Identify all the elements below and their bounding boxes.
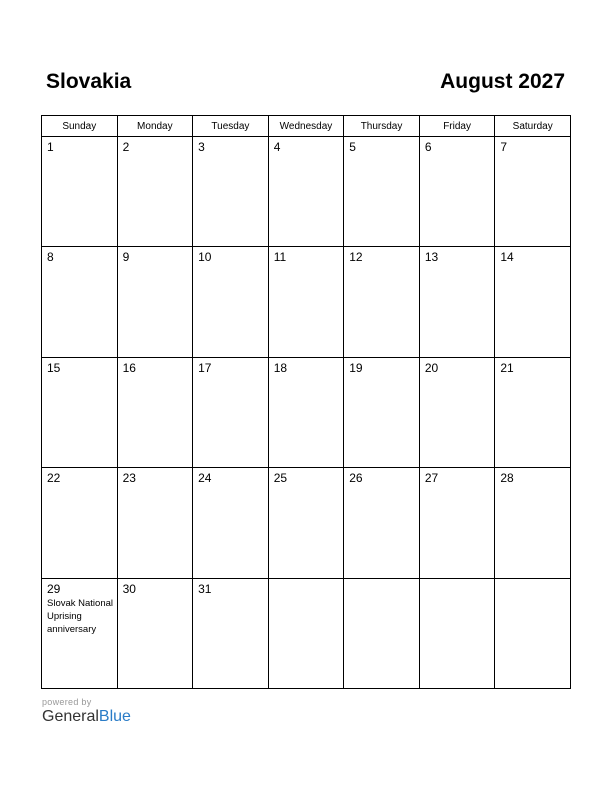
day-cell [117, 247, 193, 357]
day-cell [193, 137, 269, 247]
weekday-tuesday: Tuesday [193, 116, 269, 137]
day-cell [193, 247, 269, 357]
day-cell [193, 468, 269, 578]
day-number: 4 [273, 140, 281, 154]
day-number: 18 [273, 360, 288, 375]
day-cell [419, 247, 495, 357]
day-number: 13 [424, 250, 439, 265]
day-cell [193, 357, 269, 467]
week-row [42, 357, 571, 467]
day-number: 9 [122, 250, 130, 265]
day-number: 1 [47, 140, 54, 154]
weekday-header-row [42, 116, 571, 137]
day-cell [268, 247, 344, 357]
day-cell [495, 468, 571, 578]
weekday-monday: Monday [117, 116, 193, 137]
day-cell [42, 357, 118, 467]
day-cell [344, 468, 420, 578]
day-number: 24 [198, 471, 212, 486]
country-title: Slovakia [46, 70, 132, 93]
day-number: 8 [47, 250, 54, 265]
calendar-grid [41, 115, 571, 689]
week-row [42, 137, 571, 247]
day-cell [419, 357, 495, 467]
day-number: 3 [198, 140, 205, 154]
day-number: 22 [47, 471, 61, 486]
day-cell [117, 357, 193, 467]
day-cell [268, 357, 344, 467]
day-number: 19 [349, 360, 363, 375]
day-number: 2 [122, 140, 130, 154]
week-row [42, 247, 571, 357]
day-cell [344, 137, 420, 247]
day-number: 25 [273, 471, 288, 486]
generalblue-logo[interactable] [42, 708, 131, 726]
day-number: 27 [424, 471, 439, 486]
weekday-thursday: Thursday [344, 116, 420, 137]
day-cell [117, 468, 193, 578]
weekday-friday: Friday [419, 116, 495, 137]
day-cell [495, 357, 571, 467]
day-cell [42, 137, 118, 247]
empty-day-cell [268, 578, 344, 688]
day-cell [268, 137, 344, 247]
empty-day-cell [344, 578, 420, 688]
day-number: 23 [122, 471, 136, 486]
day-number: 6 [424, 140, 432, 154]
weekday-wednesday: Wednesday [268, 116, 344, 137]
day-cell [42, 468, 118, 578]
day-cell [193, 578, 269, 688]
day-cell [419, 137, 495, 247]
day-cell [495, 247, 571, 357]
day-cell [344, 357, 420, 467]
day-number: 12 [349, 250, 363, 265]
day-number: 16 [122, 360, 136, 375]
day-number: 28 [500, 471, 514, 486]
day-number: 30 [122, 581, 136, 596]
day-cell [495, 137, 571, 247]
day-number: 11 [273, 250, 287, 265]
day-cell [117, 578, 193, 688]
day-number: 14 [500, 250, 514, 265]
powered-by-text: powered by [42, 697, 92, 707]
empty-day-cell [495, 578, 571, 688]
weekday-saturday: Saturday [495, 116, 571, 137]
week-row [42, 468, 571, 578]
month-year-title: August 2027 [440, 70, 565, 93]
holiday-label: Slovak National Uprising anniversary [47, 597, 114, 635]
logo-text-general: General [42, 708, 99, 725]
day-number: 10 [198, 250, 212, 265]
day-number: 31 [198, 581, 212, 596]
empty-day-cell [419, 578, 495, 688]
day-cell [117, 137, 193, 247]
day-number: 5 [349, 140, 356, 154]
day-cell [42, 578, 118, 688]
day-number: 26 [349, 471, 363, 486]
day-number: 7 [500, 140, 508, 154]
logo-text-blue: Blue [98, 708, 131, 725]
day-number: 21 [500, 360, 514, 375]
day-number: 15 [47, 360, 61, 375]
weekday-sunday: Sunday [42, 116, 118, 137]
footer-branding [42, 697, 131, 726]
day-number: 20 [424, 360, 439, 375]
day-number: 29 [47, 581, 61, 596]
day-cell [42, 247, 118, 357]
day-cell [268, 468, 344, 578]
day-number: 17 [198, 360, 212, 375]
day-cell [419, 468, 495, 578]
day-cell [344, 247, 420, 357]
week-row [42, 578, 571, 688]
